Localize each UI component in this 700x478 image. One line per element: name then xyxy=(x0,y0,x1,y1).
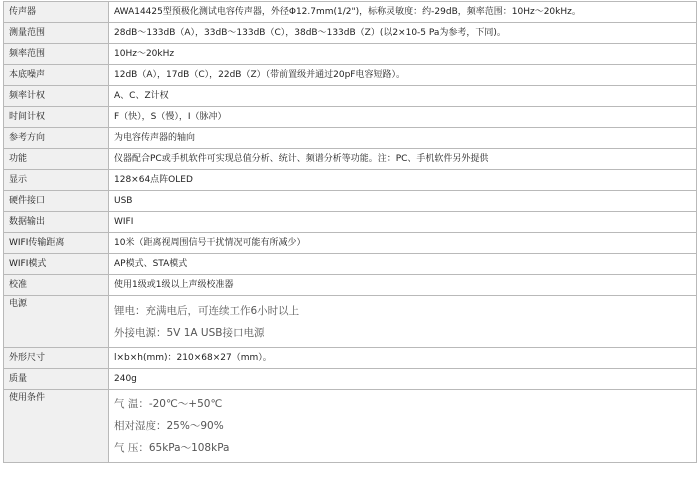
power-line: 锂电：充满电后，可连续工作6小时以上 xyxy=(114,304,300,317)
row-value: 10Hz～20kHz xyxy=(109,44,697,65)
row-label: 参考方向 xyxy=(4,128,109,149)
table-row xyxy=(4,128,697,149)
table-row xyxy=(4,2,697,23)
table-row xyxy=(4,191,697,212)
row-label: 电源 xyxy=(4,296,109,348)
row-label: 频率范围 xyxy=(4,44,109,65)
condition-line: 气 温：-20℃～+50℃ xyxy=(114,398,223,410)
row-label: 外形尺寸 xyxy=(4,348,109,369)
row-value: AWA14425型预极化测试电容传声器，外径Φ12.7mm(1/2")，标称灵敏度：约-29dB，频率范围：10Hz～20kHz。 xyxy=(109,2,697,23)
row-value: AP模式、STA模式 xyxy=(109,254,697,275)
table-row xyxy=(4,86,697,107)
row-label: 校准 xyxy=(4,275,109,296)
row-label: 本底噪声 xyxy=(4,65,109,86)
row-label: 测量范围 xyxy=(4,23,109,44)
table-row xyxy=(4,107,697,128)
row-label: 硬件接口 xyxy=(4,191,109,212)
table-row xyxy=(4,170,697,191)
row-label: 功能 xyxy=(4,149,109,170)
row-value: 为电容传声器的轴向 xyxy=(109,128,697,149)
row-label: WIFI传输距离 xyxy=(4,233,109,254)
table-row xyxy=(4,65,697,86)
row-value: 128×64点阵OLED xyxy=(109,170,697,191)
row-value: 10米（距离视周围信号干扰情况可能有所减少） xyxy=(109,233,697,254)
power-line: 外接电源：5V 1A USB接口电源 xyxy=(114,326,265,339)
table-row xyxy=(4,44,697,65)
table-row xyxy=(4,254,697,275)
row-label: 数据输出 xyxy=(4,212,109,233)
row-value: 240g xyxy=(109,369,697,390)
row-value: 仪器配合PC或手机软件可实现总值分析、统计、频谱分析等功能。注：PC、手机软件另外提供 xyxy=(109,149,697,170)
table-row xyxy=(4,212,697,233)
condition-line: 气 压：65kPa～108kPa xyxy=(114,442,230,454)
table-row-power xyxy=(4,296,697,348)
power-value xyxy=(109,296,697,348)
row-value: USB xyxy=(109,191,697,212)
row-label: 时间计权 xyxy=(4,107,109,128)
table-row xyxy=(4,233,697,254)
row-value: 12dB（A），17dB（C），22dB（Z）（带前置级并通过20pF电容短路）。 xyxy=(109,65,697,86)
spec-table xyxy=(3,1,697,463)
row-label: 显示 xyxy=(4,170,109,191)
row-value: 使用1级或1级以上声级校准器 xyxy=(109,275,697,296)
row-value: l×b×h(mm)：210×68×27（mm）。 xyxy=(109,348,697,369)
row-label: 质量 xyxy=(4,369,109,390)
row-label: 频率计权 xyxy=(4,86,109,107)
table-row xyxy=(4,149,697,170)
table-row-conditions xyxy=(4,390,697,463)
conditions-value xyxy=(109,390,697,463)
row-label: WIFI模式 xyxy=(4,254,109,275)
row-value: F（快），S（慢），I（脉冲） xyxy=(109,107,697,128)
table-row xyxy=(4,275,697,296)
row-value: WIFI xyxy=(109,212,697,233)
table-row xyxy=(4,369,697,390)
row-label: 传声器 xyxy=(4,2,109,23)
condition-line: 相对湿度：25%～90% xyxy=(114,420,224,432)
row-value: A、C、Z计权 xyxy=(109,86,697,107)
row-value: 28dB～133dB（A），33dB～133dB（C），38dB～133dB（Z）(以2×10-5 Pa为参考，下同)。 xyxy=(109,23,697,44)
table-row xyxy=(4,348,697,369)
table-row xyxy=(4,23,697,44)
row-label: 使用条件 xyxy=(4,390,109,463)
